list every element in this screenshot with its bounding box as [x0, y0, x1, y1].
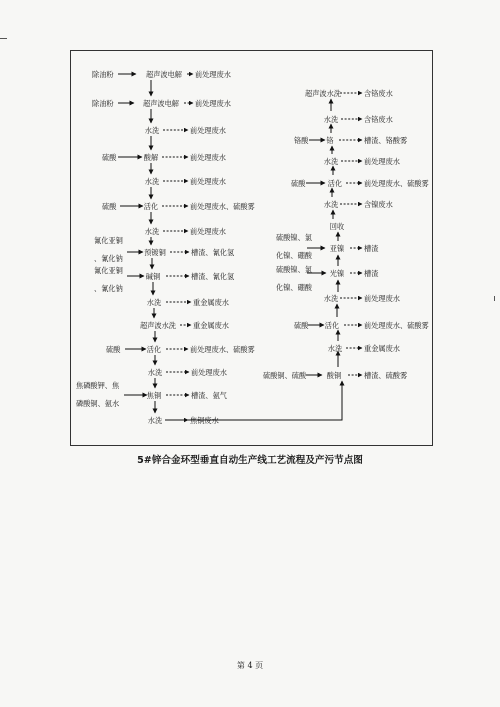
output-tank-residue-ammonia: 槽渣、氨气: [191, 391, 227, 400]
output-pretreatment-wastewater-3: 前处理废水: [190, 126, 226, 135]
output-tank-residue-hcn-1: 槽渣、氰化氢: [191, 248, 235, 257]
output-heavy-metal-wastewater-2: 重金属废水: [193, 321, 229, 330]
step-chromium: 铬: [326, 136, 334, 145]
step-water-wash-r4: 水洗: [323, 294, 339, 303]
input-nickel-salts-2-line1: 硫酸镍、氯: [276, 265, 312, 274]
input-sodium-cyanide-1: 、氰化钠: [94, 254, 123, 263]
input-nickel-salts-1-line1: 硫酸镍、氯: [276, 233, 312, 242]
step-water-wash-r2: 水洗: [323, 157, 339, 166]
step-water-wash-r3: 水洗: [323, 200, 339, 209]
step-ultrasonic-electrolysis-1: 超声波电解: [146, 70, 182, 79]
input-sulfuric-acid-r2: 硫酸: [294, 321, 309, 330]
step-activation-r1: 活化: [327, 179, 343, 188]
output-pretreatment-wastewater-5: 前处理废水: [190, 177, 226, 186]
step-water-wash-6: 水洗: [147, 416, 163, 425]
output-pretreatment-wastewater-4: 前处理废水: [190, 153, 226, 162]
output-pretreatment-wastewater-acid-mist-2: 前处理废水、硫酸雾: [190, 345, 255, 354]
output-tank-residue-r1: 槽渣: [364, 244, 379, 253]
output-pretreatment-wastewater-7: 前处理废水: [191, 368, 227, 377]
figure-caption: 5#锌合金环型垂直自动生产线工艺流程及产污节点图: [137, 455, 363, 466]
output-pretreatment-wastewater-r2: 前处理废水: [364, 294, 400, 303]
output-tank-residue-acid-mist: 槽渣、硫酸雾: [364, 371, 408, 380]
step-water-wash-2: 水洗: [144, 177, 160, 186]
output-pretreatment-wastewater-acid-mist-r2: 前处理废水、硫酸雾: [364, 321, 429, 330]
output-pretreatment-wastewater-2: 前处理废水: [195, 99, 231, 108]
step-bright-nickel: 光镍: [329, 269, 345, 278]
output-pretreatment-wastewater-6: 前处理废水: [190, 227, 226, 236]
step-water-wash-1: 水洗: [144, 126, 160, 135]
step-ultrasonic-electrolysis-2: 超声波电解: [143, 99, 179, 108]
input-nickel-salts-2-line2: 化镍、硼酸: [276, 283, 312, 292]
input-pyrophosphate-line2: 磷酸铜、氨水: [76, 399, 120, 408]
output-chromium-wastewater-2: 含铬废水: [364, 115, 393, 124]
step-recovery: 回收: [329, 222, 345, 231]
output-nickel-wastewater: 含镍废水: [364, 200, 393, 209]
output-pyro-copper-wastewater: 焦铜废水: [190, 416, 219, 425]
column-connector-arrow: [165, 381, 342, 420]
input-degreasing-powder-1: 除油粉: [92, 70, 114, 79]
input-nickel-salts-1-line2: 化镍、硼酸: [276, 251, 312, 260]
step-water-wash-5: 水洗: [147, 368, 163, 377]
output-chromium-wastewater-1: 含铬废水: [364, 89, 393, 98]
step-water-wash-r1: 水洗: [323, 115, 339, 124]
step-acid-pickling: 酸解: [143, 153, 159, 162]
input-cuprous-cyanide-1: 氰化亚铜: [94, 236, 123, 245]
input-chromic-acid: 铬酸: [294, 136, 309, 145]
step-acid-copper: 酸铜: [326, 371, 342, 380]
output-pretreatment-wastewater-1: 前处理废水: [195, 70, 231, 79]
step-pre-copper-plating: 预镀铜: [144, 248, 166, 257]
output-tank-residue-hcn-2: 槽渣、氰化氢: [191, 272, 235, 281]
step-water-wash-4: 水洗: [146, 298, 162, 307]
input-sulfuric-acid-2: 硫酸: [102, 202, 117, 211]
step-water-wash-r5: 水洗: [327, 344, 343, 353]
step-activation-1: 活化: [143, 202, 159, 211]
input-sulfuric-acid-r1: 硫酸: [291, 179, 306, 188]
output-tank-residue-chromic-mist: 槽渣、铬酸雾: [364, 136, 408, 145]
output-heavy-metal-wastewater-1: 重金属废水: [193, 298, 229, 307]
step-activation-2: 活化: [146, 345, 162, 354]
input-degreasing-powder-2: 除油粉: [92, 99, 114, 108]
page-number: 第 4 页: [236, 661, 264, 670]
input-pyrophosphate-line1: 焦磷酸钾、焦: [76, 381, 120, 390]
step-ultrasonic-water-wash-2: 超声波水洗: [305, 89, 341, 98]
input-cuprous-cyanide-2: 氰化亚铜: [94, 266, 123, 275]
output-pretreatment-wastewater-acid-mist-1: 前处理废水、硫酸雾: [190, 202, 255, 211]
output-pretreatment-wastewater-r1: 前处理废水: [364, 157, 400, 166]
output-pretreatment-wastewater-acid-mist-r1: 前处理废水、硫酸雾: [364, 179, 429, 188]
step-ultrasonic-water-wash-1: 超声波水洗: [140, 321, 176, 330]
step-activation-r2: 活化: [324, 321, 340, 330]
step-pyrophosphate-copper: 焦铜: [146, 391, 162, 400]
step-water-wash-3: 水洗: [144, 227, 160, 236]
input-copper-sulfate-acid: 硫酸铜、硫酸: [263, 371, 307, 380]
step-semi-bright-nickel: 亚镍: [329, 244, 345, 253]
output-heavy-metal-wastewater-r: 重金属废水: [364, 344, 400, 353]
input-sulfuric-acid-3: 硫酸: [106, 345, 121, 354]
output-tank-residue-r2: 槽渣: [364, 269, 379, 278]
input-sulfuric-acid-1: 硫酸: [102, 153, 117, 162]
step-alkaline-copper: 碱铜: [145, 272, 161, 281]
input-sodium-cyanide-2: 、氰化钠: [94, 284, 123, 293]
